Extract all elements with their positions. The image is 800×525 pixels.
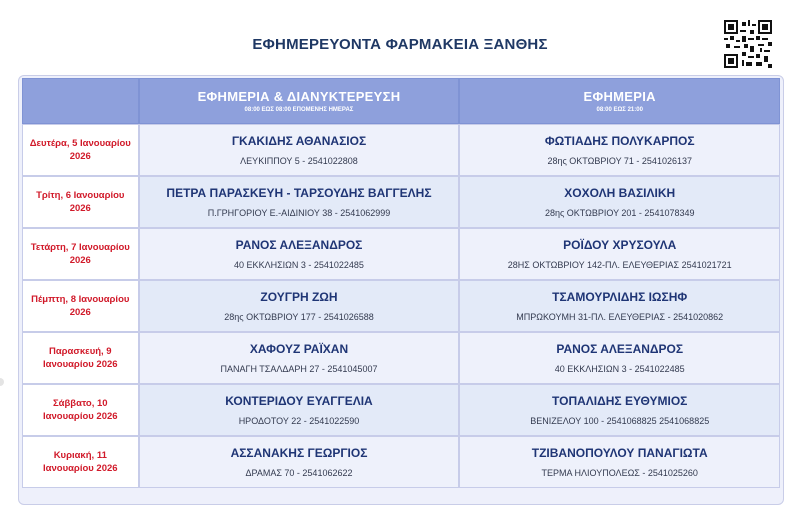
day-pharmacy-cell (459, 124, 780, 176)
pharmacy-name: ΤΖΙΒΑΝΟΠΟΥΛΟΥ ΠΑΝΑΓΙΩΤΑ (531, 446, 708, 460)
pharmacy-address: 28ης ΟΚΤΩΒΡΙΟΥ 71 - 2541026137 (547, 156, 692, 166)
table-header-row (22, 78, 780, 124)
row-date: Τετάρτη, 7 Ιανουαρίου 2026 (22, 228, 139, 280)
day-pharmacy-cell (459, 228, 780, 280)
night-pharmacy-cell (139, 124, 460, 176)
pharmacy-name: ΚΟΝΤΕΡΙΔΟΥ ΕΥΑΓΓΕΛΙΑ (225, 394, 373, 408)
page-title: ΕΦΗΜΕΡΕΥΟΝΤΑ ΦΑΡΜΑΚΕΙΑ ΞΑΝΘΗΣ (252, 36, 548, 53)
row-date: Τρίτη, 6 Ιανουαρίου 2026 (22, 176, 139, 228)
pharmacy-address: ΤΕΡΜΑ ΗΛΙΟΥΠΟΛΕΩΣ - 2541025260 (541, 468, 698, 478)
table-row (22, 384, 780, 436)
table-row (22, 332, 780, 384)
pharmacy-address: 40 ΕΚΚΛΗΣΙΩΝ 3 - 2541022485 (234, 260, 364, 270)
row-date: Παρασκευή, 9 Ιανουαρίου 2026 (22, 332, 139, 384)
pharmacy-name: ΑΣΣΑΝΑΚΗΣ ΓΕΩΡΓΙΟΣ (230, 446, 368, 460)
night-pharmacy-cell (139, 280, 460, 332)
night-pharmacy-cell (139, 176, 460, 228)
day-pharmacy-cell (459, 280, 780, 332)
pharmacy-name: ΓΚΑΚΙΔΗΣ ΑΘΑΝΑΣΙΟΣ (231, 134, 367, 148)
pharmacy-name: ΤΟΠΑΛΙΔΗΣ ΕΥΘΥΜΙΟΣ (552, 394, 688, 408)
pharmacy-name: ΡΑΝΟΣ ΑΛΕΞΑΝΔΡΟΣ (556, 342, 684, 356)
pharmacy-address: ΜΠΡΩΚΟΥΜΗ 31-ΠΛ. ΕΛΕΥΘΕΡΙΑΣ - 2541020862 (516, 312, 724, 322)
row-date: Πέμπτη, 8 Ιανουαρίου 2026 (22, 280, 139, 332)
duty-schedule-table (22, 78, 780, 488)
header-date-cell (22, 78, 139, 124)
day-pharmacy-cell (459, 176, 780, 228)
pharmacy-name: ΧΟΧΟΛΗ ΒΑΣΙΛΙΚΗ (564, 186, 676, 200)
pharmacy-address: 28ης ΟΚΤΩΒΡΙΟΥ 201 - 2541078349 (544, 208, 695, 218)
scroll-indicator[interactable] (0, 378, 4, 386)
pharmacy-address: ΠΑΝΑΓΗ ΤΣΑΛΔΑΡΗ 27 - 2541045007 (220, 364, 378, 374)
header-night-duty (139, 78, 460, 124)
pharmacy-name: ΖΟΥΓΡΗ ΖΩΗ (260, 290, 338, 304)
header-day-label: ΕΦΗΜΕΡΙΑ (583, 89, 656, 104)
table-row (22, 228, 780, 280)
pharmacy-address: ΒΕΝΙΖΕΛΟΥ 100 - 2541068825 2541068825 (530, 416, 710, 426)
pharmacy-address: 28ης ΟΚΤΩΒΡΙΟΥ 177 - 2541026588 (224, 312, 374, 322)
pharmacy-address: ΗΡΟΔΟΤΟΥ 22 - 2541022590 (238, 416, 360, 426)
table-row (22, 176, 780, 228)
row-date: Σάββατο, 10 Ιανουαρίου 2026 (22, 384, 139, 436)
pharmacy-name: ΧΑΦΟΥΖ ΡΑΪΧΑΝ (249, 342, 349, 356)
table-row (22, 436, 780, 488)
pharmacy-name: ΦΩΤΙΑΔΗΣ ΠΟΛΥΚΑΡΠΟΣ (544, 134, 695, 148)
pharmacy-address: ΛΕΥΚΙΠΠΟΥ 5 - 2541022808 (240, 156, 358, 166)
night-pharmacy-cell (139, 332, 460, 384)
pharmacy-address: ΔΡΑΜΑΣ 70 - 2541062622 (245, 468, 353, 478)
pharmacy-name: ΠΕΤΡΑ ΠΑΡΑΣΚΕΥΗ - ΤΑΡΣΟΥΔΗΣ ΒΑΓΓΕΛΗΣ (166, 186, 432, 200)
table-row (22, 280, 780, 332)
table-row (22, 124, 780, 176)
night-pharmacy-cell (139, 384, 460, 436)
header-night-hours: 08:00 ΕΩΣ 08:00 ΕΠΟΜΕΝΗΣ ΗΜΕΡΑΣ (244, 107, 354, 113)
day-pharmacy-cell (459, 332, 780, 384)
day-pharmacy-cell (459, 384, 780, 436)
night-pharmacy-cell (139, 228, 460, 280)
pharmacy-name: ΤΣΑΜΟΥΡΛΙΔΗΣ ΙΩΣΗΦ (552, 290, 688, 304)
header-day-duty (459, 78, 780, 124)
day-pharmacy-cell (459, 436, 780, 488)
qr-code-icon[interactable] (724, 20, 772, 68)
night-pharmacy-cell (139, 436, 460, 488)
row-date: Κυριακή, 11 Ιανουαρίου 2026 (22, 436, 139, 488)
header-night-label: ΕΦΗΜΕΡΙΑ & ΔΙΑΝΥΚΤΕΡΕΥΣΗ (197, 89, 401, 104)
header-day-hours: 08:00 ΕΩΣ 21:00 (596, 107, 643, 113)
pharmacy-address: Π.ΓΡΗΓΟΡΙΟΥ Ε.-ΑΙΔΙΝΙΟΥ 38 - 2541062999 (207, 208, 391, 218)
row-date: Δευτέρα, 5 Ιανουαρίου 2026 (22, 124, 139, 176)
pharmacy-name: ΡΟΪΔΟΥ ΧΡΥΣΟΥΛΑ (563, 238, 677, 252)
pharmacy-name: ΡΑΝΟΣ ΑΛΕΞΑΝΔΡΟΣ (235, 238, 363, 252)
pharmacy-address: 40 ΕΚΚΛΗΣΙΩΝ 3 - 2541022485 (554, 364, 685, 374)
pharmacy-address: 28ΗΣ ΟΚΤΩΒΡΙΟΥ 142-ΠΛ. ΕΛΕΥΘΕΡΙΑΣ 2541021721 (507, 260, 732, 270)
